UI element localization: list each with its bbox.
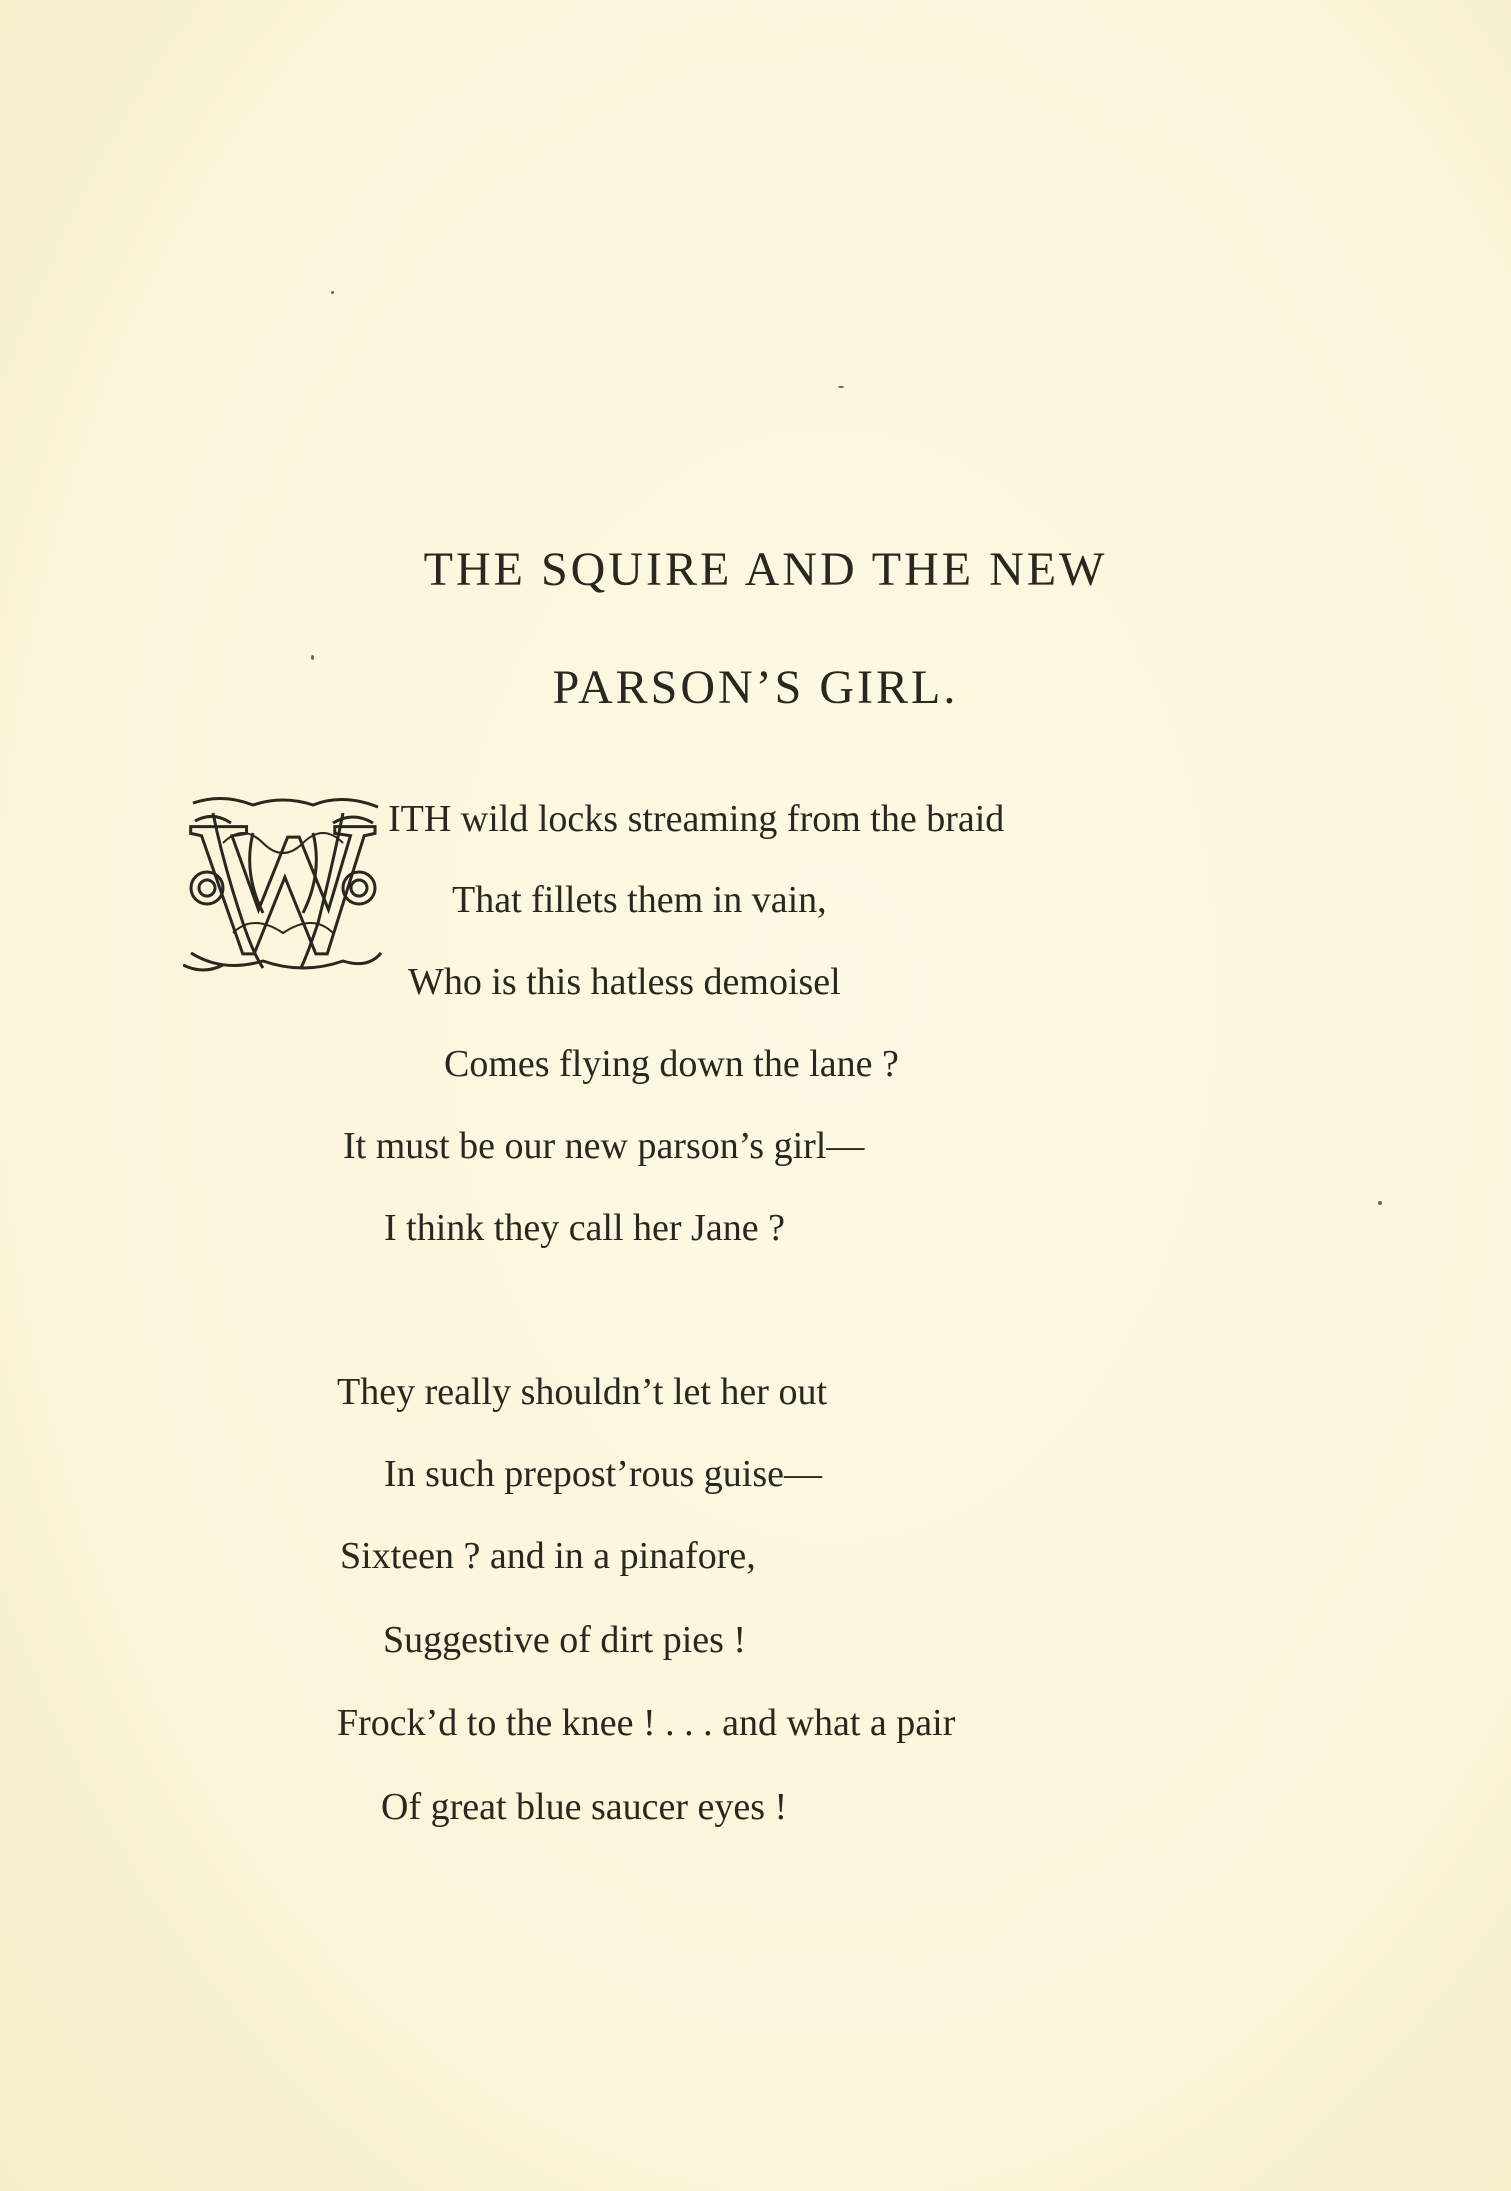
poem-line: In such prepost’rous guise— <box>384 1453 822 1495</box>
poem-line: Sixteen ? and in a pinafore, <box>340 1535 756 1577</box>
poem-line: It must be our new parson’s girl— <box>343 1125 865 1167</box>
paper-speck <box>838 386 844 388</box>
poem-line: Comes flying down the lane ? <box>444 1043 899 1085</box>
poem-line: Frock’d to the knee ! . . . and what a pair <box>337 1702 956 1744</box>
poem-line: Who is this hatless demoisel <box>408 961 841 1003</box>
poem-line: ITH wild locks streaming from the braid <box>388 798 1005 840</box>
paper-speck <box>1378 1201 1382 1205</box>
paper-speck <box>331 291 334 294</box>
poem-line: I think they call her Jane ? <box>384 1207 785 1249</box>
dropcap-letter: W <box>188 783 378 993</box>
poem-line: Suggestive of dirt pies ! <box>383 1619 747 1661</box>
poem-title-line-2: PARSON’S GIRL. <box>552 661 959 714</box>
poem-line: They really shouldn’t let her out <box>337 1371 828 1413</box>
poem-line: Of great blue saucer eyes ! <box>381 1786 788 1828</box>
ornamental-initial-w-icon <box>183 783 383 993</box>
poem-title-line-1: THE SQUIRE AND THE NEW <box>423 543 1108 596</box>
paper-speck <box>311 655 314 660</box>
poem-line: That fillets them in vain, <box>452 879 827 921</box>
